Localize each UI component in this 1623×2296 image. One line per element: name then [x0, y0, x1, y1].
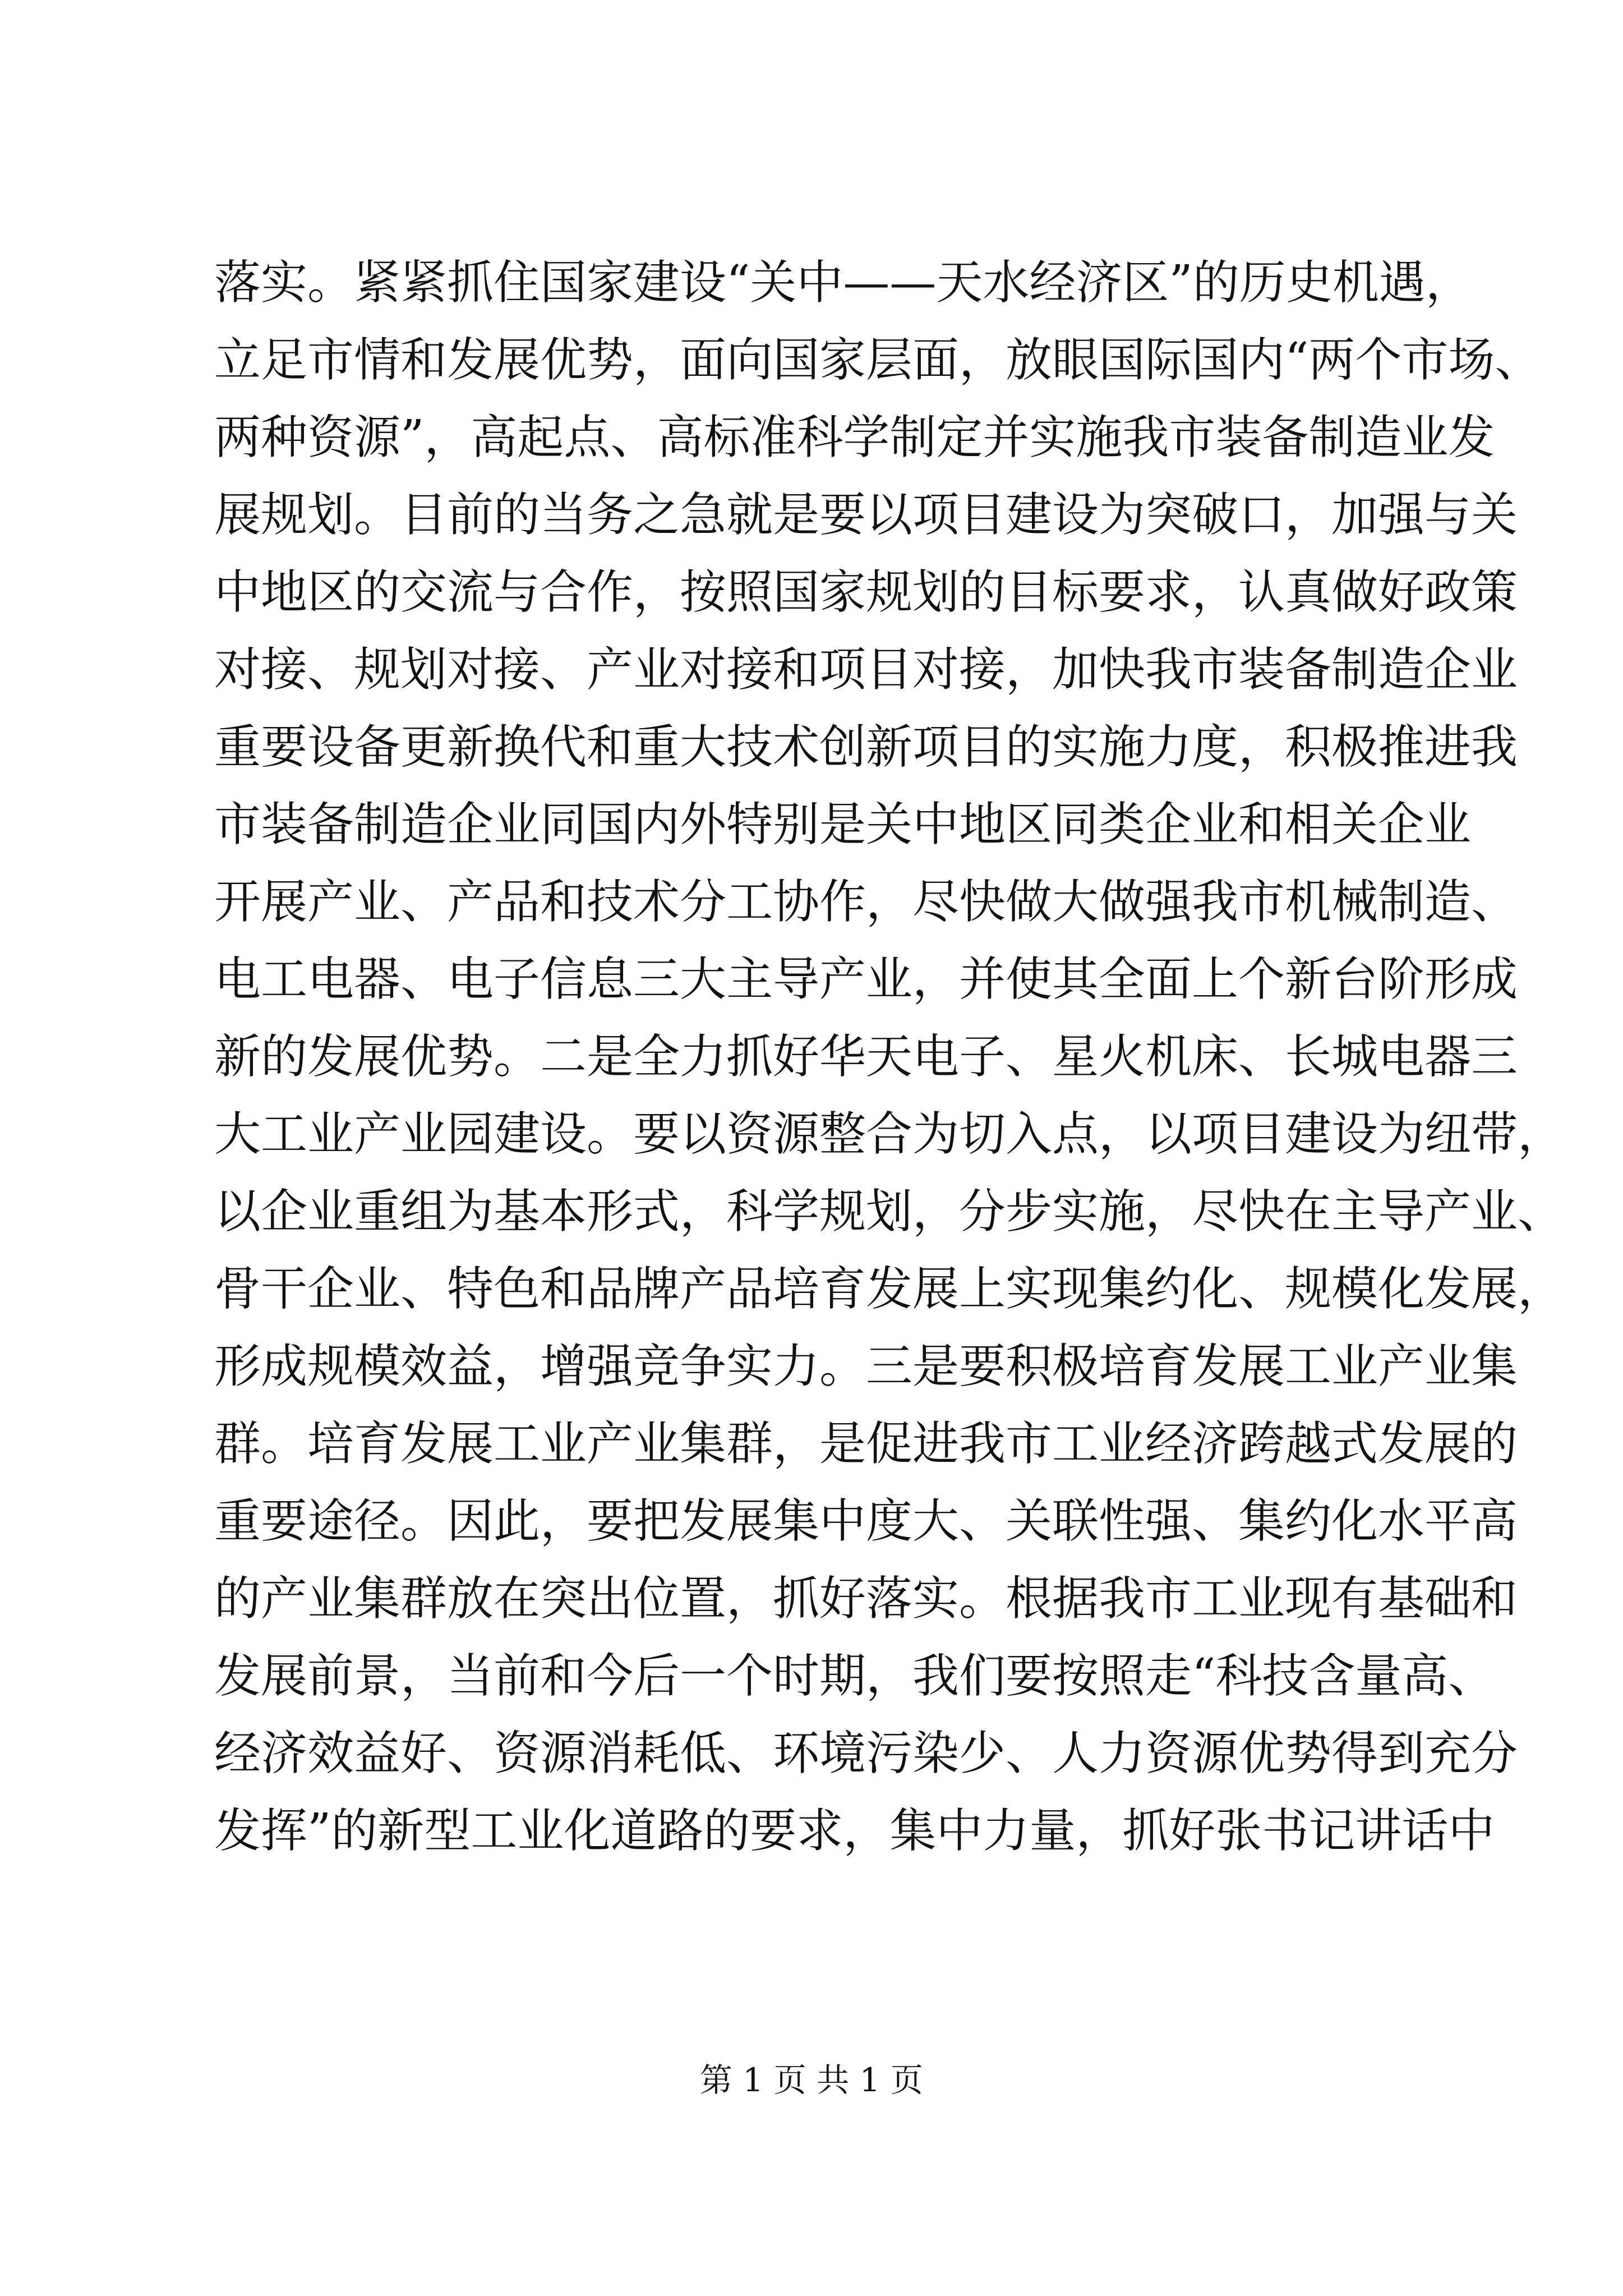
text-line: 形成规模效益，增强竞争实力。三是要积极培育发展工业产业集 — [214, 1339, 1518, 1393]
text-line: 两种资源”，高起点、高标准科学制定并实施我市装备制造业发 — [214, 410, 1495, 464]
text-line: 立足市情和发展优势，面向国家层面，放眼国际国内“两个市场、 — [214, 333, 1542, 387]
text-line: 重要途径。因此，要把发展集中度大、关联性强、集约化水平高 — [214, 1494, 1518, 1548]
text-line: 市装备制造企业同国内外特别是关中地区同类企业和相关企业 — [214, 797, 1471, 852]
text-line: 落实。紧紧抓住国家建设“关中——天水经济区”的历史机遇， — [214, 255, 1472, 310]
text-line: 重要设备更新换代和重大技术创新项目的实施力度，积极推进我 — [214, 720, 1518, 774]
text-line: 大工业产业园建设。要以资源整合为切入点，以项目建设为纽带， — [214, 1107, 1564, 1161]
text-line: 的产业集群放在突出位置，抓好落实。根据我市工业现有基础和 — [214, 1571, 1518, 1626]
text-line: 开展产业、产品和技术分工协作，尽快做大做强我市机械制造、 — [214, 875, 1518, 929]
text-line: 以企业重组为基本形式，科学规划，分步实施，尽快在主导产业、 — [214, 1184, 1564, 1239]
text-line: 发展前景，当前和今后一个时期，我们要按照走“科技含量高、 — [214, 1649, 1495, 1703]
text-line: 对接、规划对接、产业对接和项目对接，加快我市装备制造企业 — [214, 642, 1518, 697]
text-line: 展规划。目前的当务之急就是要以项目建设为突破口，加强与关 — [214, 487, 1518, 542]
text-line: 新的发展优势。二是全力抓好华天电子、星火机床、长城电器三 — [214, 1029, 1518, 1084]
text-line: 群。培育发展工业产业集群，是促进我市工业经济跨越式发展的 — [214, 1416, 1518, 1471]
text-line: 发挥”的新型工业化道路的要求，集中力量，抓好张书记讲话中 — [214, 1803, 1495, 1858]
text-line: 骨干企业、特色和品牌产品培育发展上实现集约化、规模化发展， — [214, 1262, 1564, 1316]
page-number-footer: 第 1 页 共 1 页 — [700, 2061, 923, 2099]
text-line: 经济效益好、资源消耗低、环境污染少、人力资源优势得到充分 — [214, 1726, 1518, 1780]
document-body — [214, 244, 1564, 1870]
text-line: 中地区的交流与合作，按照国家规划的目标要求，认真做好政策 — [214, 565, 1518, 619]
text-line: 电工电器、电子信息三大主导产业，并使其全面上个新台阶形成 — [214, 952, 1518, 1006]
